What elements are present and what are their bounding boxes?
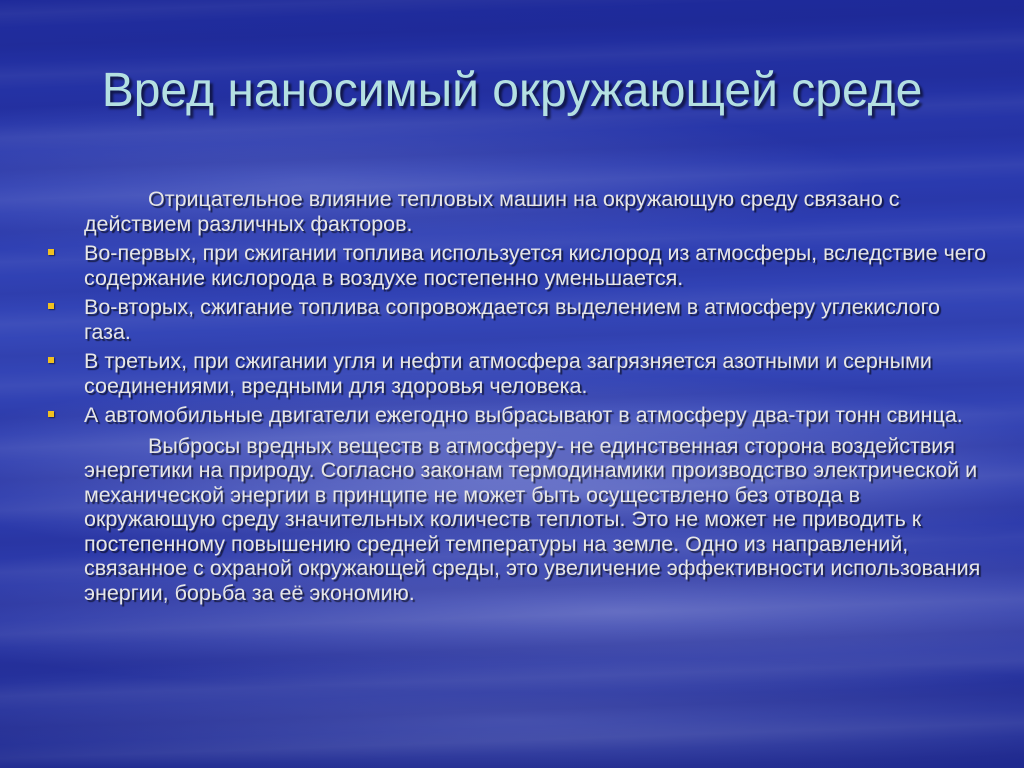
bullet-text: А автомобильные двигатели ежегодно выбрасывают в атмосферу два-три тонн свинца. [84,403,963,427]
intro-paragraph: Отрицательное влияние тепловых машин на окружающую среду связано с действием различных факторов. [84,187,900,236]
slide-body [48,187,988,610]
bullet-item [48,349,988,398]
bullet-item [48,241,988,290]
bullet-text: Во-первых, при сжигании топлива используется кислород из атмосферы, вследствие чего содержание кислорода в воздухе постепенно уменьшается. [84,241,987,290]
square-bullet-icon [48,303,54,309]
slide-title: Вред наносимый окружающей среде [101,64,923,117]
square-bullet-icon [48,357,54,363]
bullet-item [48,295,988,344]
outro-paragraph: Выбросы вредных веществ в атмосферу- не единственная сторона воздействия энергетики на природу. Согласно законам термодинамики производство электрической и механической энергии в принципе не может быть осуществлено без отвода в окружающую среду значительных количеств теплоты. Это не может не приводить к постепенному повышению средней температуры на земле. Одно из направлений, связанное с охраной окружающей среды, это увеличение эффективности использования энергии, борьба за её экономию. [84,433,981,605]
bullet-text: В третьих, при сжигании угля и нефти атмосфера загрязняется азотными и серными соединениями, вредными для здоровья человека. [84,349,932,398]
square-bullet-icon [48,411,54,417]
bullet-item [48,403,988,428]
square-bullet-icon [48,249,54,255]
bullet-text: Во-вторых, сжигание топлива сопровождается выделением в атмосферу углекислого газа. [84,295,940,344]
